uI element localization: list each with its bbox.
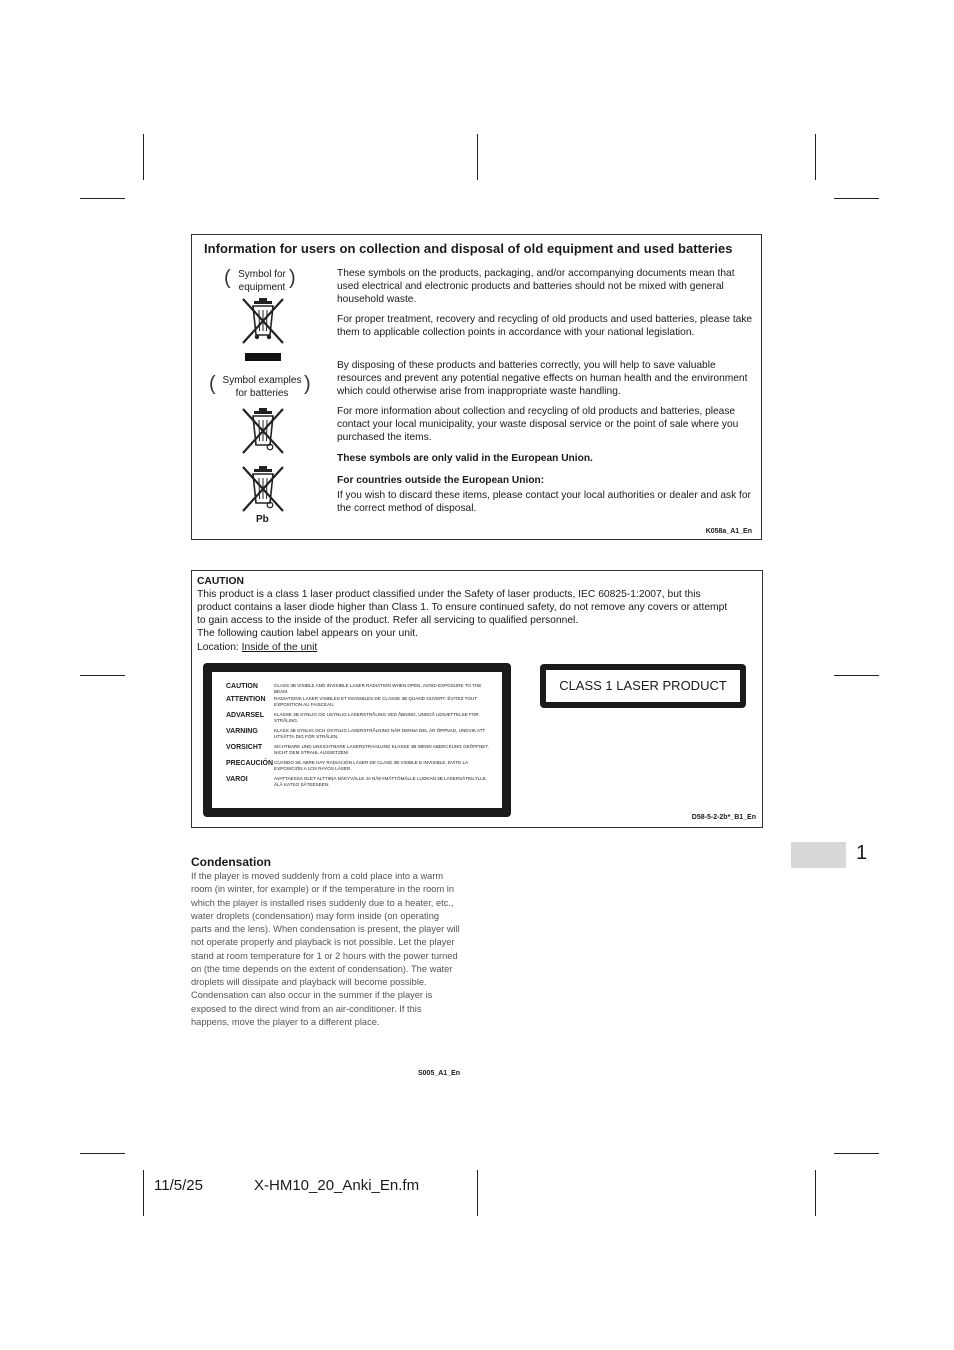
disposal-info-box: Information for users on collection and disposal of old equipment and used batteries ( ) Symbol for equipment ( ) Symbol examples for batteries Pb These symbols on the products, packaging, and/or accompanying documents mean that used electrical and electronic products and batteries should not be mixed with general household waste. For proper treatment, recovery and recycling of old products and used batteries, please take them to applicable collection points in accordance with your national legislation. By disposing of these products and batteries correctly, you will help to save valuable resources and prevent any potential negative effects on human health and the environment which could otherwise arise from inappropriate waste handling. For more information about collection and recycling of old products and batteries, please contact your local municipality, your waste disposal service or the point of sale where you purchased the items. These symbols are only valid in the European Union. For countries outside the European Union: If you wish to discard these items, please contact your local authorities or dealer and ask for the correct method of disposal. K058a_A1_En bbox=[191, 234, 762, 540]
crop-mark bbox=[80, 1153, 125, 1154]
symbol-equipment-label: Symbol for equipment bbox=[238, 269, 286, 293]
condensation-code: S005_A1_En bbox=[418, 1070, 461, 1077]
crop-mark bbox=[143, 134, 144, 180]
outside-eu-heading: For countries outside the European Union: bbox=[337, 475, 545, 486]
class1-laser-text: CLASS 1 LASER PRODUCT bbox=[546, 670, 740, 702]
crop-mark bbox=[80, 198, 125, 199]
crop-mark bbox=[477, 1170, 478, 1216]
caution-location bbox=[197, 641, 317, 654]
warning-text: CLASS 3B VISIBLE AND INVISIBLE LASER RADIATION WHEN OPEN, AVOID EXPOSURE TO THE BEAM. bbox=[274, 683, 482, 694]
caution-line: to gain access to the inside of the product. Refer all servicing to qualified personnel. bbox=[197, 615, 579, 626]
crop-mark bbox=[80, 675, 125, 676]
crop-mark bbox=[815, 1170, 816, 1216]
crop-mark bbox=[834, 1153, 879, 1154]
crop-mark bbox=[834, 198, 879, 199]
footer-date: 11/5/25 bbox=[154, 1177, 203, 1194]
warning-key: CAUTION bbox=[226, 683, 258, 690]
warning-text: RADIATIONS LASER VISIBLES ET INVISIBLES DE CLASSE 3B QUAND OUVERT. ÉVITEZ TOUT EXPOSITION AU FAISCEAU. bbox=[274, 696, 477, 707]
symbol-batteries-label: Symbol examples for batteries bbox=[222, 375, 302, 399]
page-tab bbox=[791, 842, 846, 868]
disposal-paragraph: For proper treatment, recovery and recycling of old products and used batteries, please take them to applicable collection points in accordance with your national legislation. bbox=[337, 314, 753, 339]
crop-mark bbox=[143, 1170, 144, 1216]
caution-heading: CAUTION bbox=[197, 576, 244, 587]
eu-only-notice: These symbols are only valid in the European Union. bbox=[337, 453, 593, 464]
crossed-bin-battery-icon bbox=[240, 407, 286, 455]
crop-mark bbox=[834, 675, 879, 676]
disposal-info-title: Information for users on collection and disposal of old equipment and used batteries bbox=[204, 241, 733, 256]
warning-text: KLASSE 3B SYNLIG OG USYNLIG LASERSTRÅLING VED ÅBNING, UNDGÅ UDSÆTTELSE FOR STRÅLING. bbox=[274, 712, 479, 723]
warning-key: VARNING bbox=[226, 728, 258, 735]
warning-text: SICHTBARE UND UNSICHTBARE LASERSTRAHLUNG KLASSE 3B WENN ABDECKUNG GEÖFFNET. NICHT DEM STRAHL AUSSETZEN! bbox=[274, 744, 489, 755]
page-number: 1 bbox=[856, 842, 868, 864]
disposal-paragraph: These symbols on the products, packaging, and/or accompanying documents mean that used electrical and electronic products and batteries should not be mixed with general household waste. bbox=[337, 268, 735, 306]
location-prefix: Location: bbox=[197, 642, 242, 653]
solid-bar-mark bbox=[245, 353, 281, 361]
warning-text: KLASS 3B SYNLIG OCH OSYNLIG LASERSTRÅLNING NÄR DENNA DEL ÄR ÖPPNAD, UNDVIK ATT UTSÄTTA DIG FÖR STRÅLEN. bbox=[274, 728, 486, 739]
warning-text: AVATTAESSA OLET ALTTIINA NÄKYVÄLLE JA NÄKYMÄTTÖMÄLLE LUOKAN 3B LASERSÄTEILYLLE. ÄLÄ KATSO SÄTEESEEN. bbox=[274, 776, 488, 787]
caution-line: product contains a laser diode higher than Class 1. To ensure continued safety, do not remove any covers or attempt bbox=[197, 602, 728, 613]
caution-code: D58-5-2-2b*_B1_En bbox=[691, 814, 756, 821]
disposal-code: K058a_A1_En bbox=[705, 528, 752, 535]
crop-mark bbox=[815, 134, 816, 180]
outside-eu-text: If you wish to discard these items, please contact your local authorities or dealer and ask for the correct method of disposal. bbox=[337, 490, 751, 515]
location-value: Inside of the unit bbox=[241, 642, 318, 653]
crossed-bin-battery-pb-icon bbox=[240, 465, 286, 513]
condensation-body: If the player is moved suddenly from a cold place into a warm room (in winter, for example) or if the temperature in the room in which the player is installed rises suddenly due to a heater, etc., water droplets (condensation) may form inside (on operating parts and the lens). When condensation is present, the player will not operate properly and playback is not possible. Let the player stand at room temperature for 1 or 2 hours with the power turned on (the time depends on the extent of condensation). The water droplets will dissipate and playback will become possible. Condensation can also occur in the summer if the player is exposed to the direct wind from an air-conditioner. If this happens, move the player to a different place. bbox=[191, 871, 460, 1027]
disposal-paragraph: For more information about collection and recycling of old products and batteries, please contact your local municipality, your waste disposal service or the point of sale where you purchased the items. bbox=[337, 406, 739, 444]
warning-key: VORSICHT bbox=[226, 744, 263, 751]
warning-key: ATTENTION bbox=[226, 696, 266, 703]
crossed-bin-equipment-icon bbox=[240, 297, 286, 345]
warning-key: VAROI bbox=[226, 776, 248, 783]
condensation-title: Condensation bbox=[191, 855, 271, 869]
warning-key: ADVARSEL bbox=[226, 712, 264, 719]
caution-line: This product is a class 1 laser product classified under the Safety of laser products, IEC 60825-1:2007, but this bbox=[197, 589, 701, 600]
footer-filename: X-HM10_20_Anki_En.fm bbox=[254, 1177, 420, 1194]
pb-label: Pb bbox=[256, 514, 269, 525]
warning-key: PRECAUCIÓN bbox=[226, 760, 274, 767]
caution-box bbox=[191, 570, 763, 828]
disposal-paragraph: By disposing of these products and batteries correctly, you will help to save valuable resources and prevent any potential negative effects on human health and the environment which could otherwise arise from inappropriate waste handling. bbox=[337, 360, 748, 398]
warning-text: CUANDO SE ABRE HAY RADIACIÓN LÁSER DE CLASE 3B VISIBLE E INVISIBLE. EVITE LA EXPOSICIÓN A LOS RAYOS LÁSER. bbox=[274, 760, 468, 771]
crop-mark bbox=[477, 134, 478, 180]
caution-line: The following caution label appears on your unit. bbox=[197, 628, 418, 639]
laser-warning-label bbox=[203, 663, 511, 817]
class1-laser-label bbox=[540, 664, 746, 708]
